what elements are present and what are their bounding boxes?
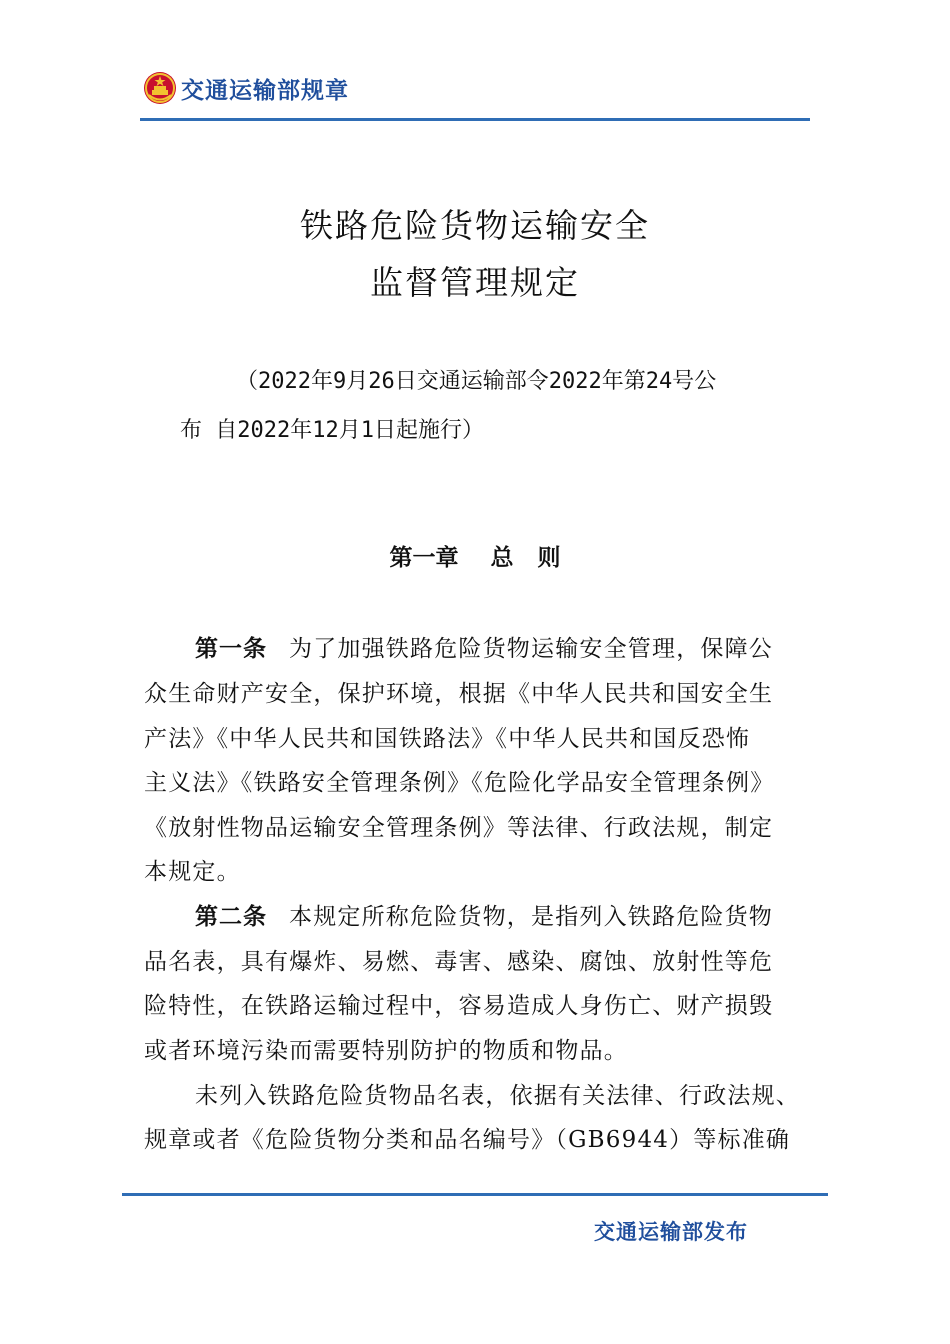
article-1-line: 众生命财产安全，保护环境，根据《中华人民共和国安全生 xyxy=(144,681,774,707)
article-2-line xyxy=(195,900,810,934)
article-1-line: 主义法》《铁路安全管理条例》《危险化学品安全管理条例》 xyxy=(144,770,775,796)
header-divider xyxy=(140,118,810,121)
footer-publisher: 交通运输部发布 xyxy=(594,1220,748,1244)
paragraph-line: 未列入铁路危险货物品名表，依据有关法律、行政法规、 xyxy=(195,1083,800,1109)
article-2-line: 品名表，具有爆炸、易燃、毒害、感染、腐蚀、放射性等危 xyxy=(144,949,774,975)
publication-note-line-1: （2022年9月26日交通运输部令2022年第24号公 xyxy=(236,369,717,394)
article-2-number: 第二条 xyxy=(195,904,267,930)
article-2-line: 或者环境污染而需要特别防护的物质和物品。 xyxy=(144,1038,628,1064)
document-title-line-1: 铁路危险货物运输安全 xyxy=(300,206,650,245)
document-title-line-2: 监督管理规定 xyxy=(370,263,580,302)
article-1-number: 第一条 xyxy=(195,636,267,662)
article-1-line: 产法》《中华人民共和国铁路法》《中华人民共和国反恐怖 xyxy=(144,726,751,752)
article-1-line: 《放射性物品运输安全管理条例》等法律、行政法规，制定 xyxy=(144,815,774,841)
national-emblem-icon xyxy=(143,71,177,105)
header-title: 交通运输部规章 xyxy=(181,77,349,104)
article-1-line xyxy=(195,632,810,666)
paragraph-line: 规章或者《危险货物分类和品名编号》（GB6944）等标准确 xyxy=(144,1127,791,1153)
chapter-heading: 第一章 总 则 xyxy=(389,545,561,571)
publication-note-line-2: 布 自2022年12月1日起施行） xyxy=(180,418,484,443)
article-2-text: 本规定所称危险货物，是指列入铁路危险货物 xyxy=(289,904,773,930)
footer-divider xyxy=(122,1193,828,1196)
article-2-line: 险特性，在铁路运输过程中，容易造成人身伤亡、财产损毁 xyxy=(144,993,774,1019)
page-header xyxy=(143,68,349,108)
article-1-text: 为了加强铁路危险货物运输安全管理，保障公 xyxy=(289,636,773,662)
article-1-line: 本规定。 xyxy=(144,859,241,885)
